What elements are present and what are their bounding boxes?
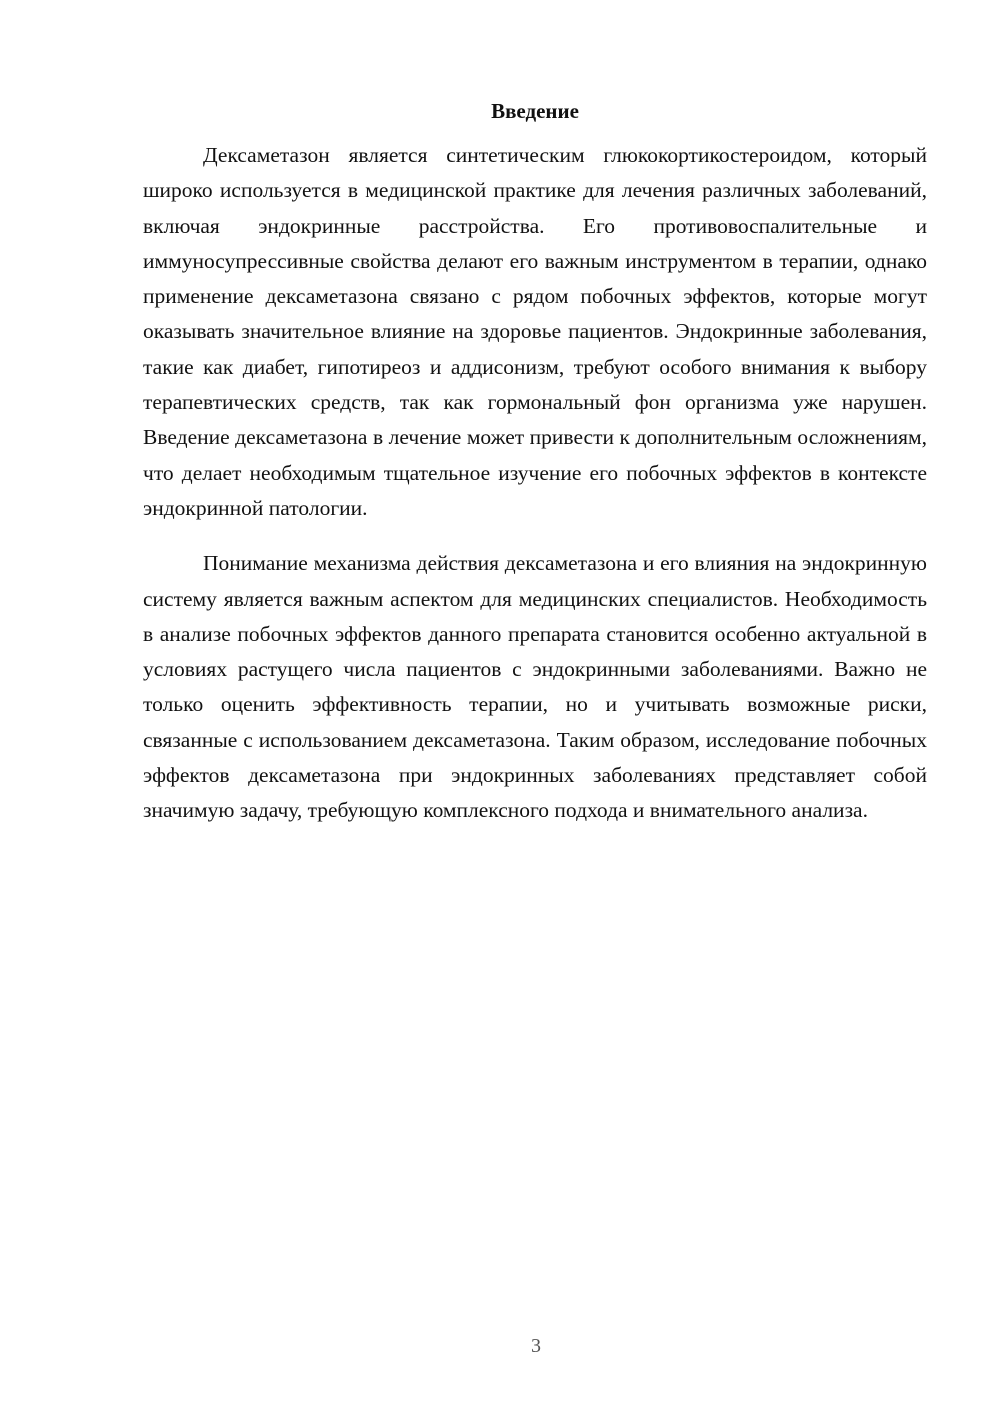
- paragraph-2: Понимание механизма действия дексаметазона и его влияния на эндокринную систему является важным аспектом для медицинских специалистов. Необходимость в анализе побочных эффектов данного препарата становится особенно актуальной в условиях растущего числа пациентов с эндокринными заболеваниями. Важно не только оценить эффективность терапии, но и учитывать возможные риски, связанные с использованием дексаметазона. Таким образом, исследование побочных эффектов дексаметазона при эндокринных заболеваниях представляет собой значимую задачу, требующую комплексного подхода и внимательного анализа.: [143, 551, 927, 823]
- page-content: [143, 96, 927, 829]
- paragraph-1: Дексаметазон является синтетическим глюкокортикостероидом, который широко используется в медицинской практике для лечения различных заболеваний, включая эндокринные расстройства. Его противовоспалительные и иммуносупрессивные свойства делают его важным инструментом в терапии, однако применение дексаметазона связано с рядом побочных эффектов, которые могут оказывать значительное влияние на здоровье пациентов. Эндокринные заболевания, такие как диабет, гипотиреоз и аддисонизм, требуют особого внимания к выбору терапевтических средств, так как гормональный фон организма уже нарушен. Введение дексаметазона в лечение может привести к дополнительным осложнениям, что делает необходимым тщательное изучение его побочных эффектов в контексте эндокринной патологии.: [143, 143, 927, 520]
- section-heading: Введение: [491, 99, 579, 123]
- page-number: 3: [531, 1335, 541, 1357]
